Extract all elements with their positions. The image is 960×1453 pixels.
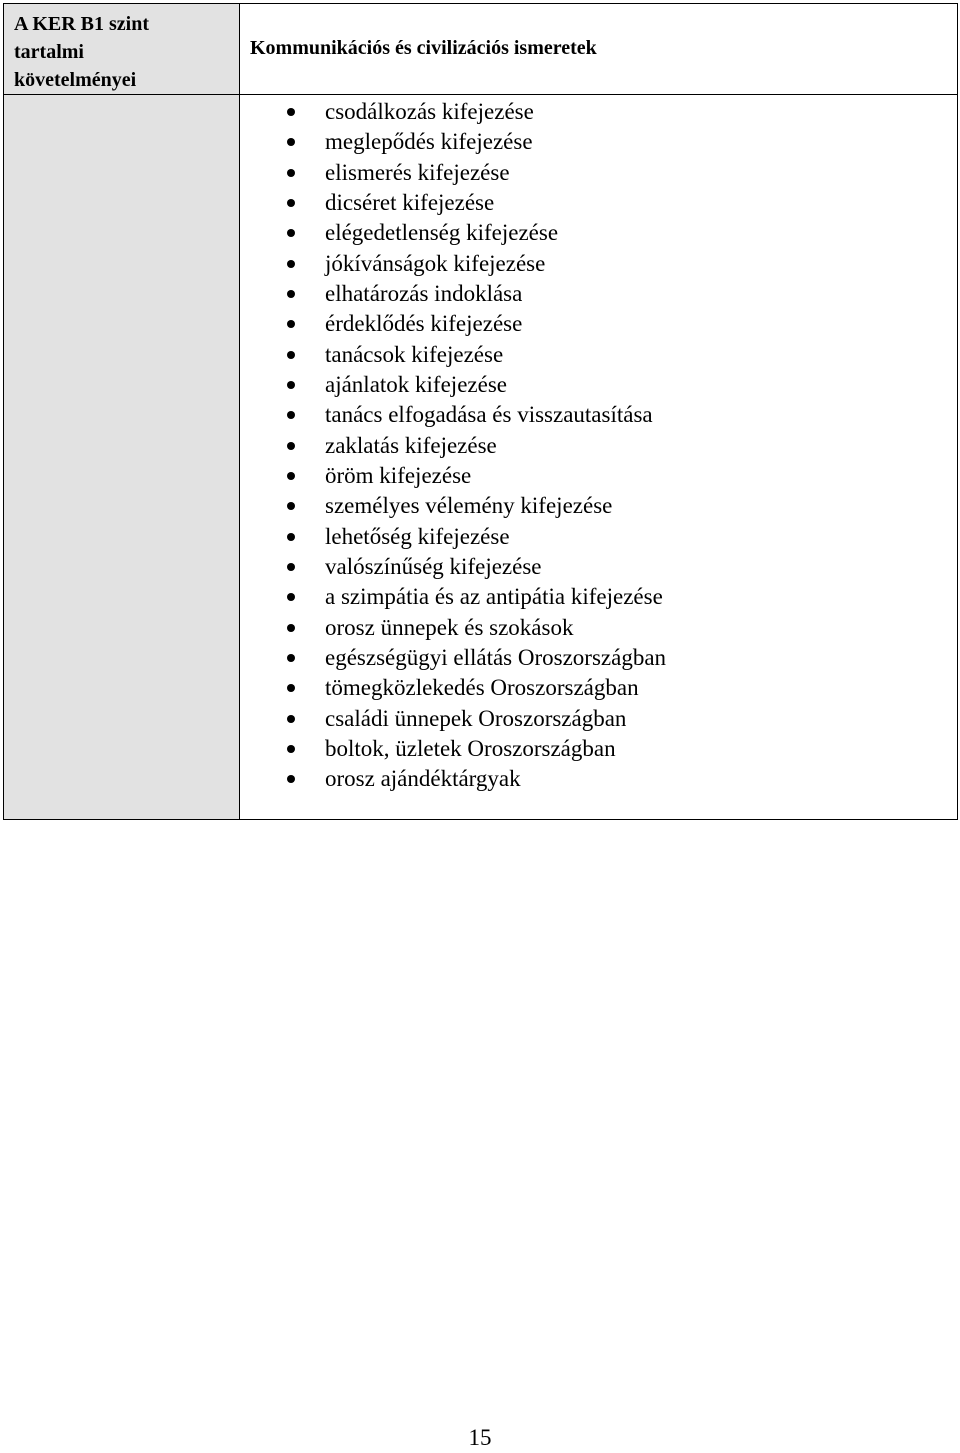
list-item — [240, 764, 957, 794]
list-item-text: tanács elfogadása és visszautasítása — [325, 402, 653, 428]
header-right-cell — [240, 4, 958, 95]
list-item-text: családi ünnepek Oroszországban — [325, 705, 627, 731]
list-item-text: dicséret kifejezése — [325, 189, 495, 215]
bullet-icon — [287, 684, 295, 692]
list-item — [240, 552, 957, 582]
list-item — [240, 734, 957, 764]
list-item-text: zaklatás kifejezése — [325, 432, 497, 458]
bullet-icon — [287, 411, 295, 419]
list-item — [240, 400, 957, 430]
bullet-icon — [287, 533, 295, 541]
bullet-icon — [287, 472, 295, 480]
list-item — [240, 491, 957, 521]
list-item — [240, 704, 957, 734]
body-left-cell — [4, 95, 240, 820]
list-item-text: személyes vélemény kifejezése — [325, 493, 613, 519]
bullet-icon — [287, 108, 295, 116]
bullet-icon — [287, 593, 295, 601]
list-item — [240, 309, 957, 339]
list-item — [240, 127, 957, 157]
list-item-text: tömegközlekedés Oroszországban — [325, 675, 639, 701]
header-left-line: tartalmi — [14, 41, 84, 63]
bullet-icon — [287, 199, 295, 207]
body-right-cell — [240, 95, 958, 820]
bullet-icon — [287, 775, 295, 783]
list-item — [240, 522, 957, 552]
list-item — [240, 340, 957, 370]
list-item-text: orosz ünnepek és szokások — [325, 614, 574, 640]
bullet-icon — [287, 138, 295, 146]
list-item — [240, 279, 957, 309]
bullet-icon — [287, 320, 295, 328]
bullet-icon — [287, 381, 295, 389]
list-item-text: orosz ajándéktárgyak — [325, 766, 521, 792]
requirements-table — [3, 3, 958, 820]
list-item — [240, 613, 957, 643]
list-item-text: meglepődés kifejezése — [325, 129, 533, 155]
list-item — [240, 431, 957, 461]
bullet-icon — [287, 290, 295, 298]
list-item-text: jókívánságok kifejezése — [325, 250, 546, 276]
list-item — [240, 643, 957, 673]
bullet-icon — [287, 563, 295, 571]
bullet-icon — [287, 715, 295, 723]
list-item-text: csodálkozás kifejezése — [325, 99, 534, 124]
list-item — [240, 370, 957, 400]
bullet-icon — [287, 169, 295, 177]
bullet-icon — [287, 654, 295, 662]
list-item — [240, 158, 957, 188]
bullet-list — [240, 95, 957, 795]
list-item-text: elégedetlenség kifejezése — [325, 220, 559, 246]
list-item — [240, 461, 957, 491]
list-item — [240, 673, 957, 703]
page-number: 15 — [468, 1425, 492, 1450]
list-item-text: boltok, üzletek Oroszországban — [325, 735, 616, 761]
bullet-icon — [287, 624, 295, 632]
table-header-row — [4, 4, 958, 95]
bullet-icon — [287, 229, 295, 237]
list-item — [240, 97, 957, 127]
list-item-text: lehetőség kifejezése — [325, 523, 510, 549]
header-left-line: A KER B1 szint — [14, 13, 150, 35]
bullet-icon — [287, 351, 295, 359]
section-title: Kommunikációs és civilizációs ismeretek — [250, 37, 597, 59]
list-item — [240, 249, 957, 279]
list-item — [240, 582, 957, 612]
table-body-row — [4, 95, 958, 820]
bullet-icon — [287, 260, 295, 268]
list-item-text: tanácsok kifejezése — [325, 341, 504, 367]
bullet-icon — [287, 442, 295, 450]
list-item — [240, 218, 957, 248]
list-item-text: valószínűség kifejezése — [325, 553, 542, 579]
header-left-cell — [4, 4, 240, 95]
bullet-icon — [287, 745, 295, 753]
list-item — [240, 188, 957, 218]
list-item-text: egészségügyi ellátás Oroszországban — [325, 644, 667, 670]
header-left-line: követelményei — [14, 69, 137, 91]
bullet-icon — [287, 502, 295, 510]
list-item-text: elhatározás indoklása — [325, 280, 523, 306]
list-item-text: érdeklődés kifejezése — [325, 311, 523, 337]
list-item-text: elismerés kifejezése — [325, 159, 510, 185]
list-item-text: öröm kifejezése — [325, 462, 472, 488]
list-item-text: ajánlatok kifejezése — [325, 371, 507, 397]
list-item-text: a szimpátia és az antipátia kifejezése — [325, 584, 663, 610]
